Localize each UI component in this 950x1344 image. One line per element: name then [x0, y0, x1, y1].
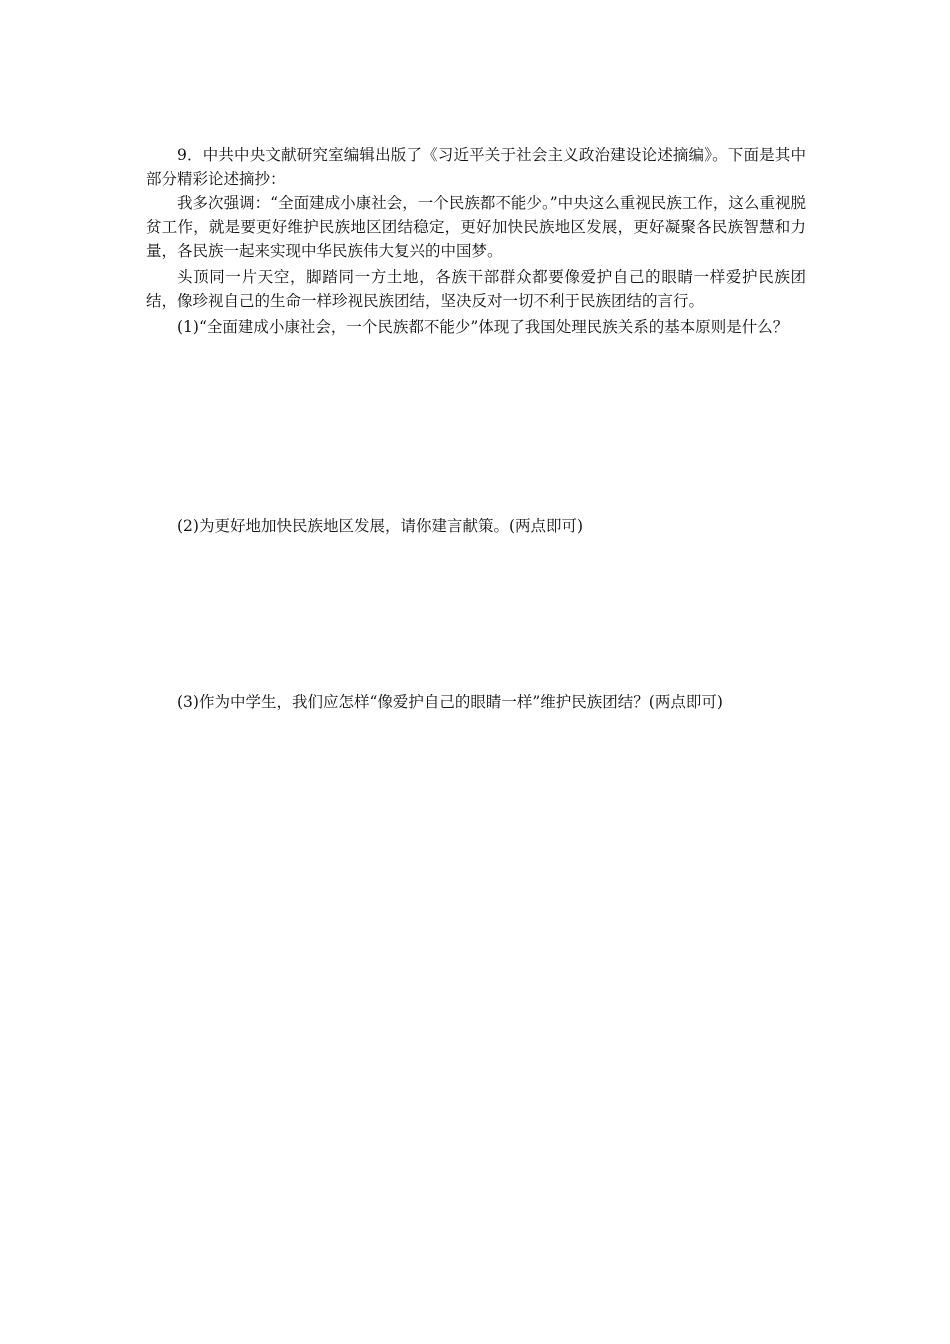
question-intro: 9．中共中央文献研究室编辑出版了《习近平关于社会主义政治建设论述摘编》。下面是其中部分精彩论述摘抄： — [146, 146, 806, 188]
sub-question-3: (3)作为中学生，我们应怎样“像爱护自己的眼睛一样”维护民族团结？(两点即可) — [177, 693, 723, 711]
sub-question-1: (1)“全面建成小康社会，一个民族都不能少”体现了我国处理民族关系的基本原则是什么？ — [177, 318, 789, 336]
passage-paragraph-2: 头顶同一片天空，脚踏同一方土地，各族干部群众都要像爱护自己的眼睛一样爱护民族团结，像珍视自己的生命一样珍视民族团结，坚决反对一切不利于民族团结的言行。 — [146, 268, 806, 310]
sub-question-2: (2)为更好地加快民族地区发展，请你建言献策。(两点即可) — [177, 517, 584, 535]
passage-paragraph-1: 我多次强调：“全面建成小康社会，一个民族都不能少。”中央这么重视民族工作，这么重视脱贫工作，就是要更好维护民族地区团结稳定，更好加快民族地区发展，更好凝聚各民族智慧和力量，各民族一起来实现中华民族伟大复兴的中国梦。 — [146, 194, 806, 260]
